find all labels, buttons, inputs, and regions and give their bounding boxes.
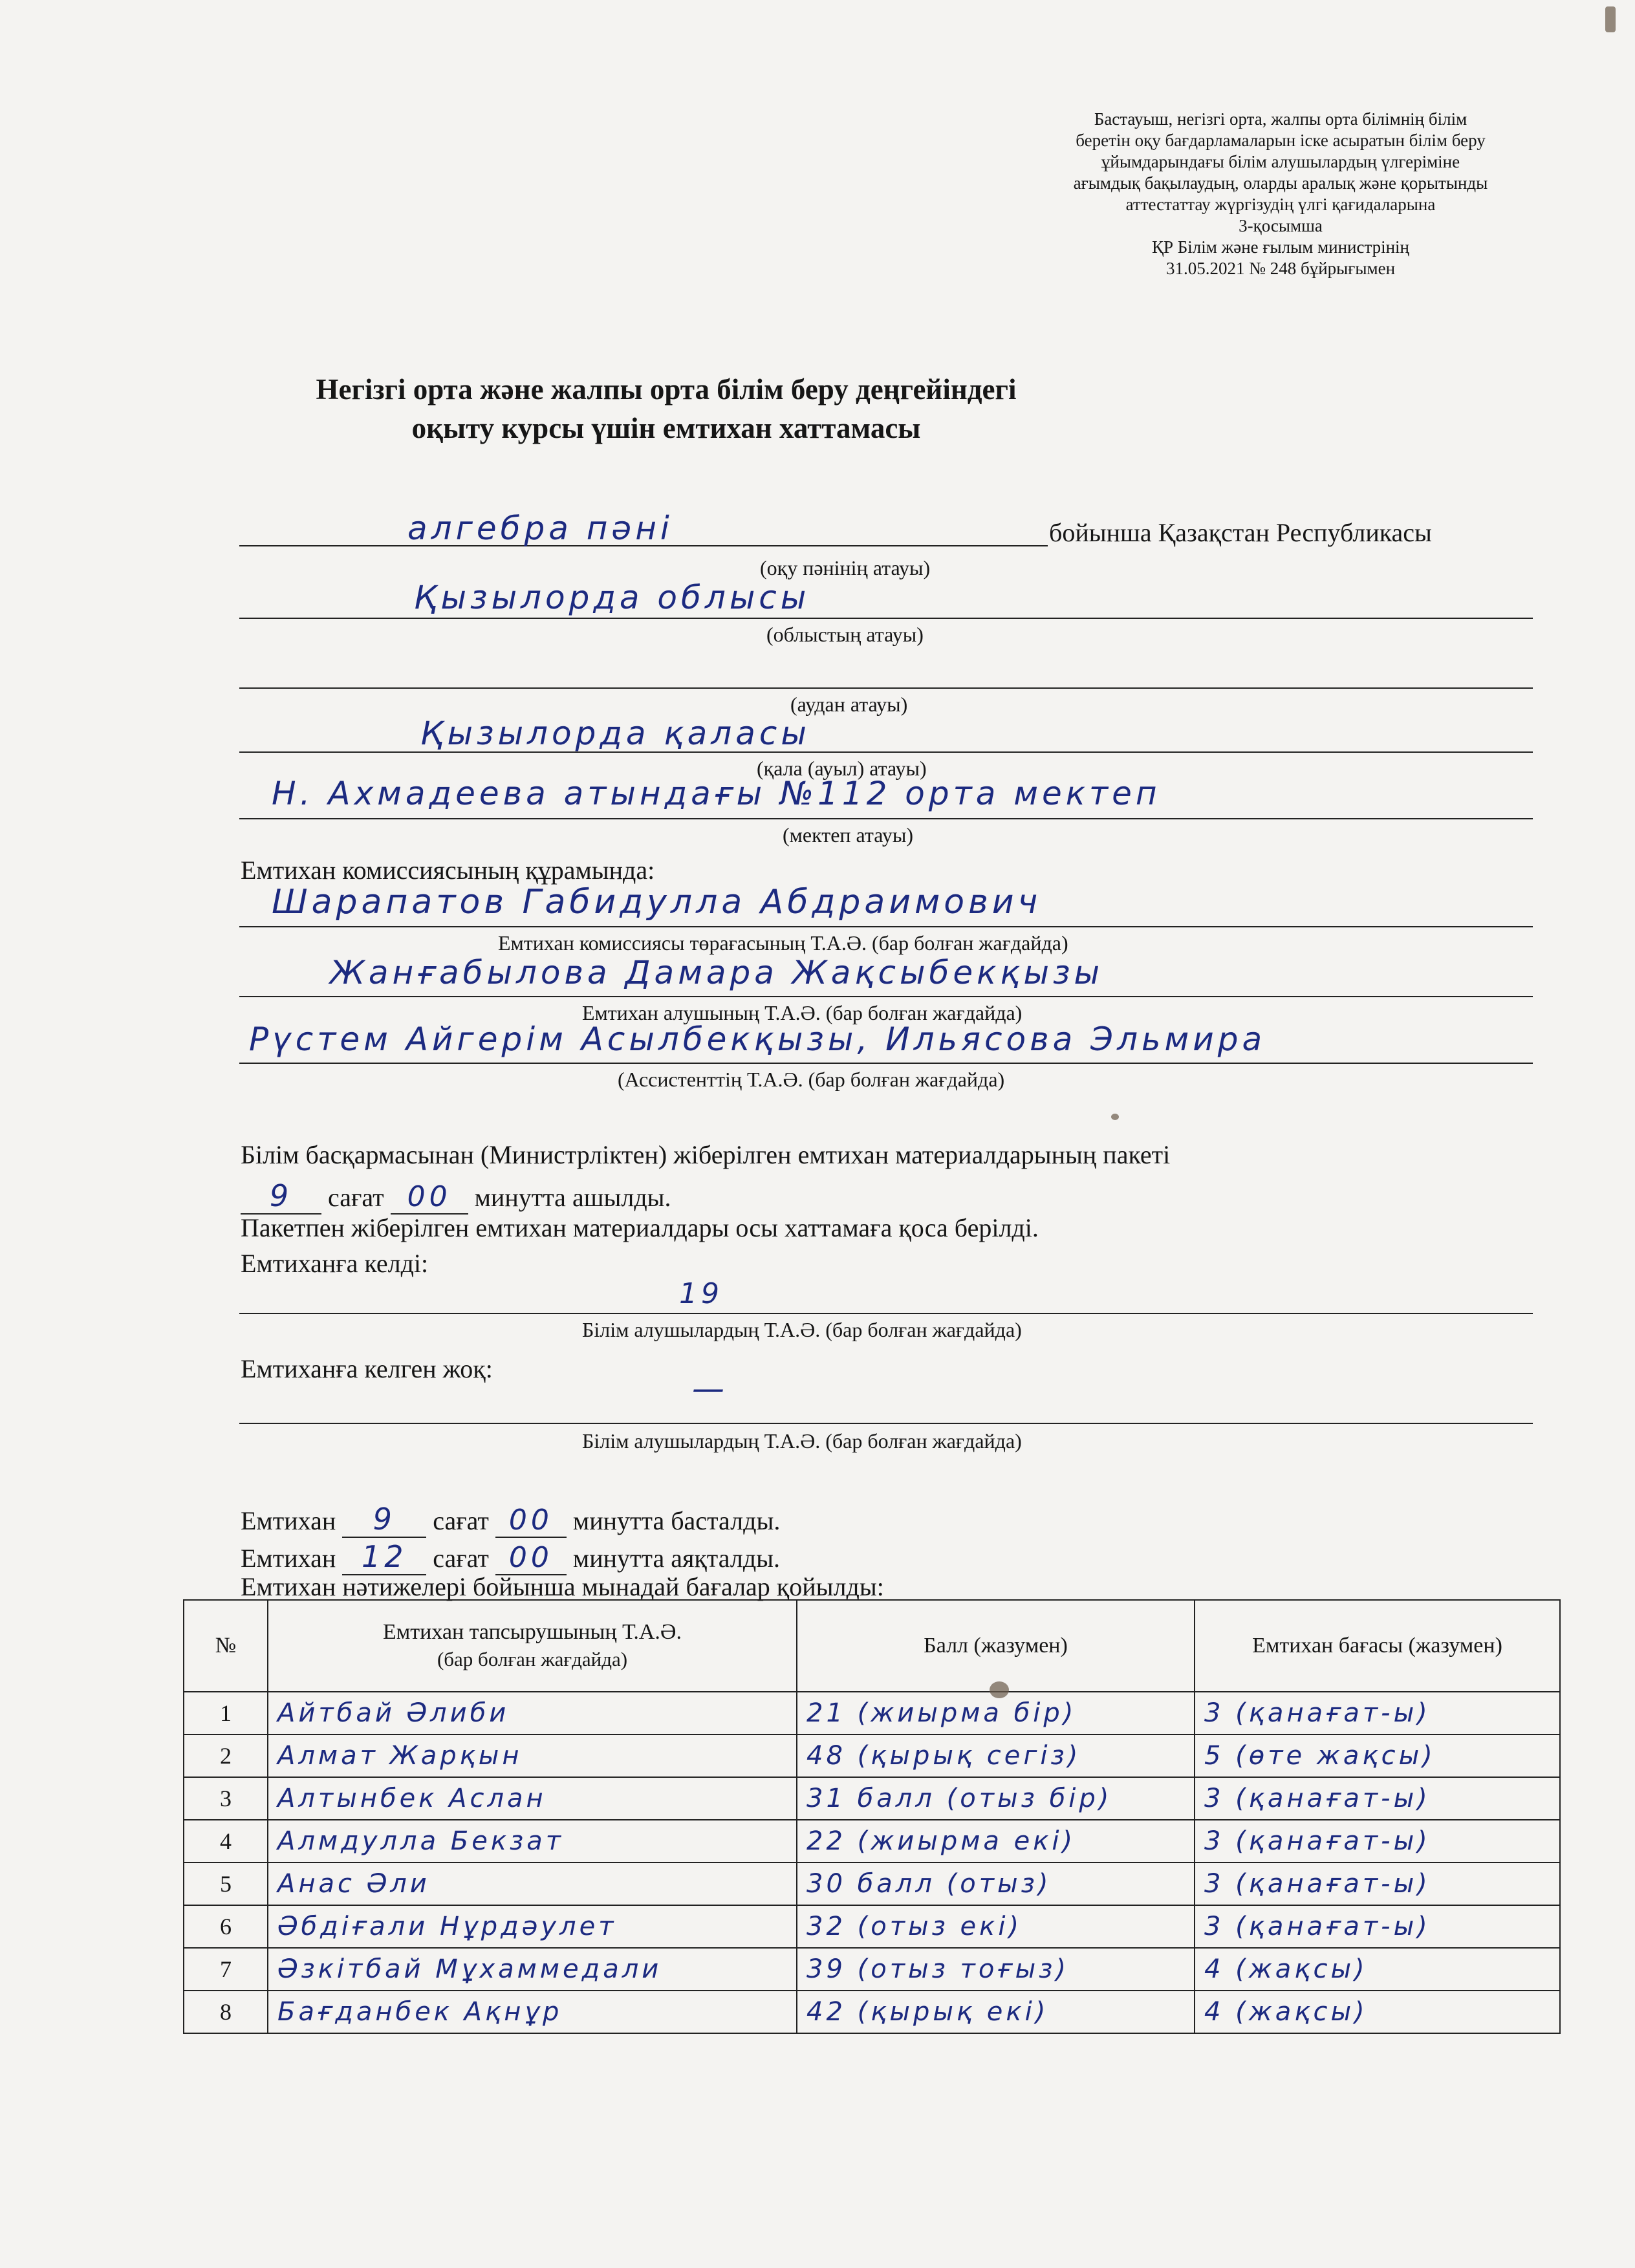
regulation-note-line: 31.05.2021 № 248 бұйрығымен xyxy=(1165,259,1396,278)
end-hour-blank xyxy=(342,1539,426,1575)
student-score: 42 (қырық екі) xyxy=(807,1997,1049,2027)
row-score-cell xyxy=(797,1948,1195,1991)
regulation-note xyxy=(996,109,1565,279)
student-name: Алмдулла Бекзат xyxy=(277,1826,565,1856)
student-grade: 3 (қанағат-ы) xyxy=(1204,1912,1431,1941)
start-min: 00 xyxy=(508,1504,553,1537)
package-opened-line xyxy=(241,1178,671,1215)
exam-word: Емтихан xyxy=(241,1506,336,1535)
row-score-cell xyxy=(797,1777,1195,1820)
row-score-cell xyxy=(797,1863,1195,1905)
regulation-note-line: беретін оқу бағдарламаларын іске асыратын білім беру xyxy=(1076,131,1486,150)
end-hour: 12 xyxy=(361,1539,407,1574)
student-name: Әбдіғали Нұрдәулет xyxy=(277,1912,617,1941)
school-value: Н. Ахмадеева атындағы №112 орта мектеп xyxy=(272,775,1161,812)
scan-speck xyxy=(1605,6,1616,32)
title-line: Негізгі орта және жалпы орта білім беру деңгейіндегі xyxy=(316,373,1017,405)
package-minute: 00 xyxy=(407,1180,451,1213)
student-grade: 3 (қанағат-ы) xyxy=(1204,1826,1431,1856)
row-number: 8 xyxy=(184,1991,268,2033)
package-attached: Пакетпен жіберілген емтихан материалдары осы хаттамаға қоса берілді. xyxy=(241,1213,1039,1242)
row-name-cell xyxy=(268,1692,797,1734)
student-score: 30 балл (отыз) xyxy=(807,1869,1052,1899)
school-underline xyxy=(239,818,1533,819)
row-grade-cell xyxy=(1195,1820,1560,1863)
start-hour-word: сағат xyxy=(433,1506,489,1535)
row-score-cell xyxy=(797,1692,1195,1734)
table-header-row xyxy=(184,1600,1560,1692)
student-name: Алмат Жарқын xyxy=(277,1741,523,1771)
document-title xyxy=(246,370,1087,448)
start-line xyxy=(241,1502,780,1538)
col-num-header: № xyxy=(184,1600,268,1692)
regulation-note-line: ұйымдарындағы білім алушылардың үлгеріміне xyxy=(1101,152,1460,171)
col-name-title: Емтихан тапсырушының Т.А.Ә. xyxy=(382,1620,682,1644)
regulation-note-line: аттестаттау жүргізудің үлгі қағидаларына xyxy=(1125,195,1436,214)
region-value: Қызылорда облысы xyxy=(414,579,810,616)
table-row xyxy=(184,1948,1560,1991)
chair-caption: Емтихан комиссиясы төрағасының Т.А.Ә. (бар болған жағдайда) xyxy=(498,931,1068,955)
student-name: Бағданбек Ақнұр xyxy=(277,1997,563,2027)
table-row xyxy=(184,1777,1560,1820)
row-name-cell xyxy=(268,1820,797,1863)
row-name-cell xyxy=(268,1948,797,1991)
row-number: 6 xyxy=(184,1905,268,1948)
student-score: 48 (қырық сегіз) xyxy=(807,1741,1081,1771)
chair-underline xyxy=(239,926,1533,927)
row-name-cell xyxy=(268,1734,797,1777)
student-name: Алтынбек Аслан xyxy=(277,1784,547,1813)
came-label: Емтиханға келді: xyxy=(241,1249,429,1278)
row-number: 4 xyxy=(184,1820,268,1863)
student-score: 21 (жиырма бір) xyxy=(807,1698,1077,1728)
commission-heading: Емтихан комиссиясының құрамында: xyxy=(241,856,655,885)
col-grade-header: Емтихан бағасы (жазумен) xyxy=(1195,1600,1560,1692)
absent-caption: Білім алушылардың Т.А.Ә. (бар болған жағдайда) xyxy=(582,1429,1022,1453)
regulation-note-line: Бастауыш, негізгі орта, жалпы орта білімнің білім xyxy=(1094,109,1467,129)
package-line: Білім басқармасынан (Министрліктен) жіберілген емтихан материалдарының пакеті xyxy=(241,1140,1171,1169)
package-hour: 9 xyxy=(269,1178,293,1213)
col-name-header xyxy=(268,1600,797,1692)
row-number: 5 xyxy=(184,1863,268,1905)
results-table xyxy=(183,1599,1561,2034)
row-number: 7 xyxy=(184,1948,268,1991)
examiner-underline xyxy=(239,996,1533,997)
assistants-value: Рүстем Айгерім Асылбекқызы, Ильясова Эльмира xyxy=(249,1021,1266,1058)
table-row xyxy=(184,1905,1560,1948)
col-score-header: Балл (жазумен) xyxy=(797,1600,1195,1692)
row-name-cell xyxy=(268,1777,797,1820)
examiner-value: Жанғабылова Дамара Жақсыбекқызы xyxy=(330,954,1104,991)
assistants-caption: (Ассистенттің Т.А.Ә. (бар болған жағдайда) xyxy=(618,1068,1005,1091)
row-score-cell xyxy=(797,1820,1195,1863)
student-grade: 5 (өте жақсы) xyxy=(1204,1741,1436,1771)
exam-word: Емтихан xyxy=(241,1544,336,1573)
city-value: Қызылорда қаласы xyxy=(420,715,810,752)
start-hour-blank xyxy=(342,1502,426,1538)
examiner-caption: Емтихан алушының Т.А.Ә. (бар болған жағдайда) xyxy=(582,1001,1023,1024)
student-name: Айтбай Әлиби xyxy=(277,1698,510,1728)
row-name-cell xyxy=(268,1991,797,2033)
row-score-cell xyxy=(797,1905,1195,1948)
student-score: 32 (отыз екі) xyxy=(807,1912,1023,1941)
table-row xyxy=(184,1734,1560,1777)
start-hour: 9 xyxy=(373,1502,396,1537)
row-number: 3 xyxy=(184,1777,268,1820)
scan-speck xyxy=(1111,1114,1119,1120)
student-score: 39 (отыз тоғыз) xyxy=(807,1954,1070,1984)
school-caption: (мектеп атауы) xyxy=(783,823,914,847)
scan-speck xyxy=(990,1681,1009,1698)
row-grade-cell xyxy=(1195,1905,1560,1948)
row-grade-cell xyxy=(1195,1948,1560,1991)
end-suffix: минутта аяқталды. xyxy=(572,1544,781,1573)
student-grade: 4 (жақсы) xyxy=(1204,1997,1368,2027)
row-grade-cell xyxy=(1195,1991,1560,2033)
chair-value: Шарапатов Габидулла Абдраимович xyxy=(272,883,1042,922)
absent-label: Емтиханға келген жоқ: xyxy=(241,1354,493,1383)
student-name: Әзкітбай Мұхаммедали xyxy=(277,1954,662,1984)
row-number: 2 xyxy=(184,1734,268,1777)
start-min-blank xyxy=(495,1504,567,1538)
came-caption: Білім алушылардың Т.А.Ә. (бар болған жағдайда) xyxy=(582,1318,1022,1341)
student-score: 31 балл (отыз бір) xyxy=(807,1784,1112,1813)
student-grade: 3 (қанағат-ы) xyxy=(1204,1698,1431,1728)
subject-caption: (оқу пәнінің атауы) xyxy=(760,556,931,579)
absent-value: — xyxy=(692,1370,728,1407)
package-hour-blank xyxy=(241,1178,321,1215)
end-line xyxy=(241,1539,780,1575)
package-hour-word: сағат xyxy=(328,1183,384,1212)
table-row xyxy=(184,1820,1560,1863)
title-line: оқыту курсы үшін емтихан хаттамасы xyxy=(411,412,921,444)
came-value: 19 xyxy=(679,1277,723,1310)
row-score-cell xyxy=(797,1991,1195,2033)
student-grade: 3 (қанағат-ы) xyxy=(1204,1784,1431,1813)
table-row xyxy=(184,1863,1560,1905)
subject-value: алгебра пәні xyxy=(407,510,673,547)
regulation-note-line: 3-қосымша xyxy=(1239,216,1323,235)
regulation-note-line: ҚР Білім және ғылым министрінің xyxy=(1151,237,1410,257)
col-name-sub: (бар болған жағдайда) xyxy=(437,1648,628,1670)
end-min: 00 xyxy=(508,1541,553,1574)
student-grade: 3 (қанағат-ы) xyxy=(1204,1869,1431,1899)
student-name: Анас Әли xyxy=(277,1869,430,1899)
regulation-note-line: ағымдық бақылаудың, оларды аралық және қорытынды xyxy=(1073,173,1488,193)
assistants-underline xyxy=(239,1063,1533,1064)
absent-underline xyxy=(239,1423,1533,1424)
row-name-cell xyxy=(268,1905,797,1948)
end-hour-word: сағат xyxy=(433,1544,489,1573)
row-score-cell xyxy=(797,1734,1195,1777)
row-number: 1 xyxy=(184,1692,268,1734)
row-grade-cell xyxy=(1195,1734,1560,1777)
start-suffix: минутта басталды. xyxy=(572,1506,781,1535)
subject-suffix: бойынша Қазақстан Республикасы xyxy=(1049,518,1432,547)
row-grade-cell xyxy=(1195,1777,1560,1820)
package-opened-suffix: минутта ашылды. xyxy=(474,1183,671,1212)
region-underline xyxy=(239,618,1533,619)
student-grade: 4 (жақсы) xyxy=(1204,1954,1368,1984)
package-minute-blank xyxy=(391,1180,468,1215)
results-line: Емтихан нәтижелері бойынша мынадай бағалар қойылды: xyxy=(241,1572,884,1601)
end-min-blank xyxy=(495,1541,567,1575)
table-row xyxy=(184,1692,1560,1734)
region-caption: (облыстың атауы) xyxy=(766,623,924,646)
row-name-cell xyxy=(268,1863,797,1905)
city-caption: (қала (ауыл) атауы) xyxy=(757,757,927,780)
row-grade-cell xyxy=(1195,1863,1560,1905)
student-score: 22 (жиырма екі) xyxy=(807,1826,1076,1856)
district-underline xyxy=(239,687,1533,689)
came-underline xyxy=(239,1313,1533,1314)
row-grade-cell xyxy=(1195,1692,1560,1734)
district-caption: (аудан атауы) xyxy=(790,693,908,716)
table-row xyxy=(184,1991,1560,2033)
